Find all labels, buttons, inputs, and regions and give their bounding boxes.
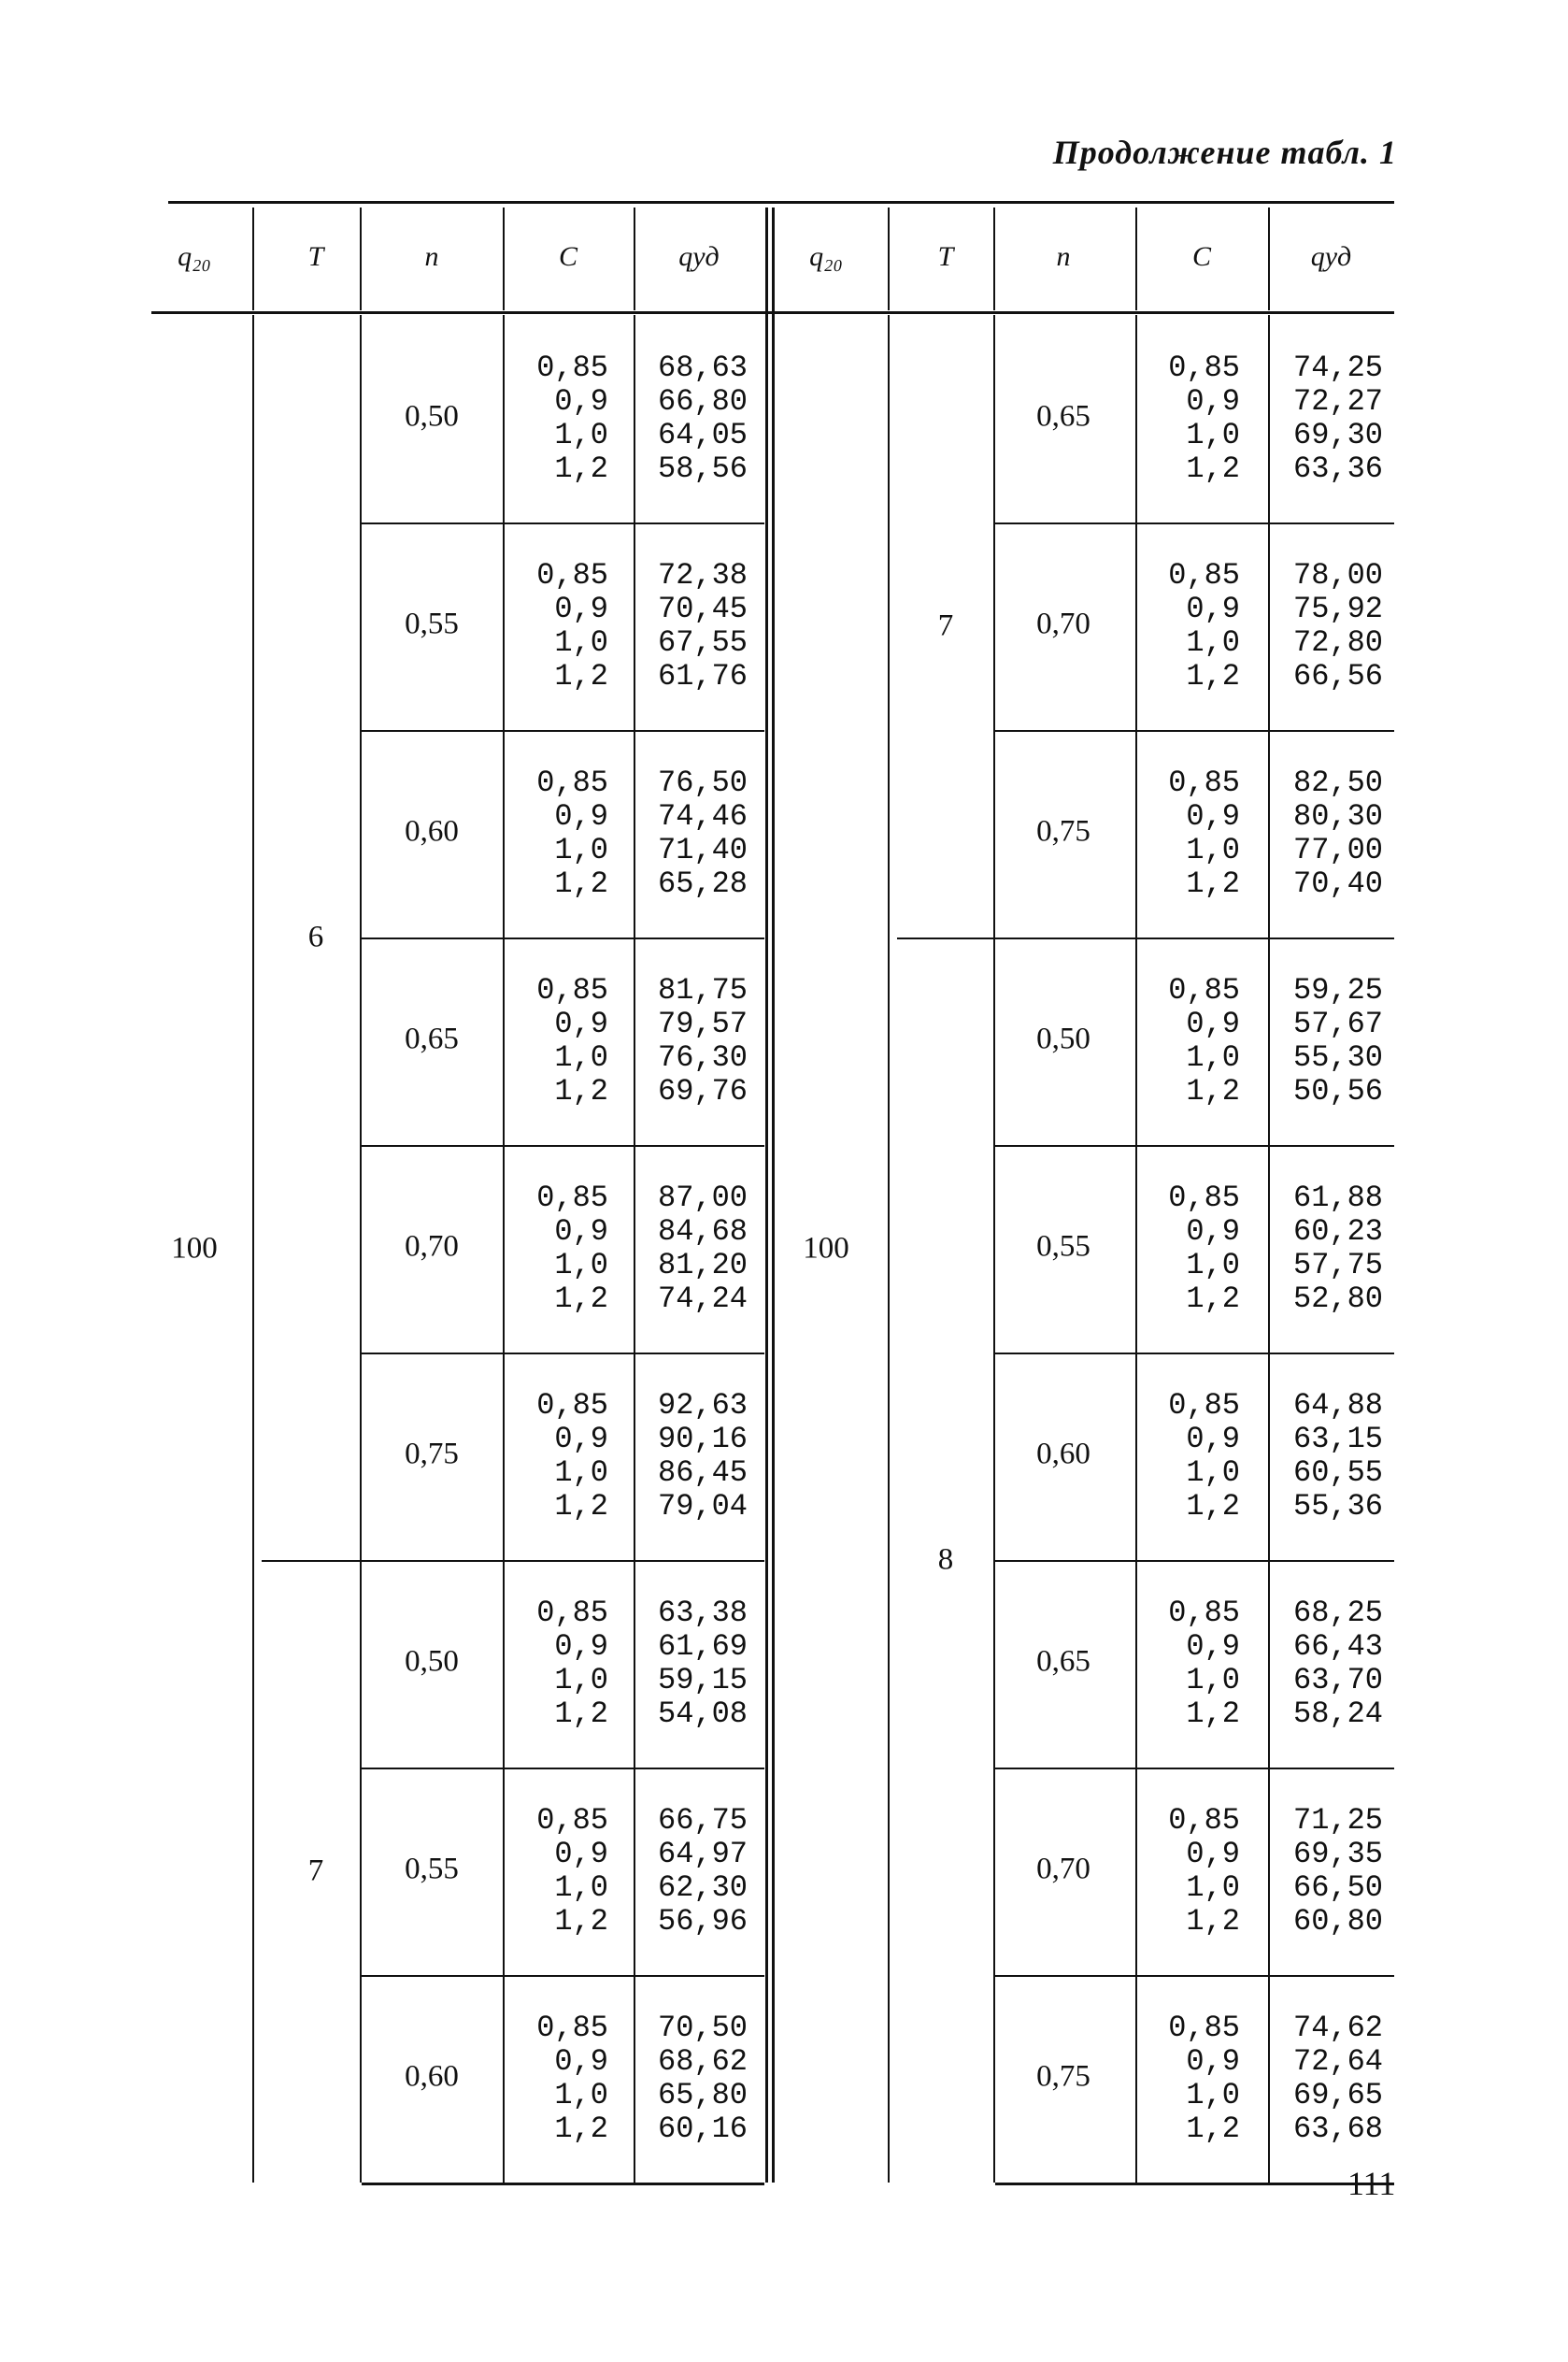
qud-column — [1233, 1804, 1383, 1939]
qud-column-value: 57,67 — [1292, 1007, 1383, 1041]
c-column — [1090, 766, 1240, 901]
block-rule — [995, 1560, 1394, 1562]
center-divider — [772, 208, 775, 2183]
qud-column-value: 90,16 — [657, 1422, 748, 1456]
c-column-value: 0,85 — [1168, 2011, 1240, 2045]
c-column-value: 1,2 — [1186, 866, 1240, 901]
c-column-value: 1,2 — [554, 866, 608, 901]
qud-column-value: 61,88 — [1292, 1181, 1383, 1215]
c-column-value: 1,2 — [1186, 1489, 1240, 1524]
qud-column-value: 61,76 — [657, 659, 748, 694]
block-rule — [362, 730, 764, 732]
qud-column — [1233, 351, 1383, 486]
block-rule — [362, 523, 764, 524]
qud-column-value: 72,80 — [1292, 625, 1383, 660]
c-column-value: 1,0 — [554, 418, 608, 452]
c-column — [1090, 559, 1240, 694]
qud-column-value: 79,57 — [657, 1007, 748, 1041]
c-column-value: 0,9 — [1186, 1422, 1240, 1456]
T-value-right: 7 — [937, 608, 954, 643]
header-divider — [252, 208, 254, 310]
qud-column-value: 55,30 — [1292, 1040, 1383, 1075]
qud-column-value: 56,96 — [657, 1904, 748, 1939]
qud-column-value: 58,56 — [657, 451, 748, 486]
qud-column-value: 61,69 — [657, 1629, 748, 1664]
n-value-left: 0,60 — [405, 814, 459, 849]
c-column-value: 0,9 — [554, 384, 608, 419]
block-rule — [995, 1145, 1394, 1147]
c-column — [1090, 974, 1240, 1109]
header-divider — [503, 208, 505, 310]
qud-column-value: 63,70 — [1292, 1663, 1383, 1697]
block-rule — [995, 523, 1394, 524]
c-column — [459, 351, 608, 486]
n-value-right: 0,50 — [1036, 1022, 1090, 1056]
group-rule — [262, 1560, 764, 1562]
qud-column-value: 52,80 — [1292, 1281, 1383, 1316]
c-column-value: 0,9 — [1186, 1007, 1240, 1041]
bottom-rule — [362, 2183, 764, 2185]
c-column-value: 1,2 — [554, 1074, 608, 1109]
col-divider — [360, 315, 362, 2183]
qud-column — [1233, 1181, 1383, 1316]
c-column-value: 1,0 — [1186, 1248, 1240, 1282]
c-column-value: 1,0 — [554, 833, 608, 867]
c-column-value: 0,85 — [1168, 973, 1240, 1008]
n-value-right: 0,75 — [1036, 2059, 1090, 2094]
c-column-value: 0,85 — [1168, 1596, 1240, 1630]
n-value-left: 0,70 — [405, 1229, 459, 1264]
c-column-value: 0,9 — [554, 1422, 608, 1456]
c-column-value: 0,85 — [536, 1388, 608, 1423]
qud-column-value: 70,45 — [657, 592, 748, 626]
qud-column — [598, 1389, 748, 1524]
n-value-right: 0,70 — [1036, 1852, 1090, 1886]
qud-column-value: 79,04 — [657, 1489, 748, 1524]
n-value-right: 0,65 — [1036, 399, 1090, 434]
c-column-value: 0,85 — [1168, 558, 1240, 593]
block-rule — [995, 730, 1394, 732]
qud-column-value: 70,40 — [1292, 866, 1383, 901]
center-divider — [765, 208, 768, 2183]
c-column-value: 1,0 — [554, 2078, 608, 2112]
q20-value-left: 100 — [171, 1231, 218, 1266]
block-rule — [995, 1768, 1394, 1769]
qud-column-value: 71,25 — [1292, 1803, 1383, 1838]
header-t-left: T — [307, 241, 324, 272]
n-value-left: 0,65 — [405, 1022, 459, 1056]
qud-column-value: 72,64 — [1292, 2044, 1383, 2079]
c-column-value: 1,2 — [554, 659, 608, 694]
qud-column-value: 66,80 — [657, 384, 748, 419]
qud-column-value: 71,40 — [657, 833, 748, 867]
c-column-value: 0,9 — [1186, 799, 1240, 834]
qud-column-value: 67,55 — [657, 625, 748, 660]
c-column-value: 1,2 — [1186, 1074, 1240, 1109]
qud-column — [598, 2011, 748, 2146]
c-column-value: 1,2 — [554, 1281, 608, 1316]
table-caption: Продолжение табл. 1 — [1052, 134, 1397, 171]
q20-value-right: 100 — [803, 1231, 849, 1266]
c-column-value: 1,0 — [554, 625, 608, 660]
header-divider — [1135, 208, 1137, 310]
qud-column-value: 69,35 — [1292, 1837, 1383, 1871]
T-value-left: 6 — [307, 920, 324, 954]
c-column-value: 1,2 — [1186, 2111, 1240, 2146]
c-column-value: 0,85 — [536, 1803, 608, 1838]
c-column-value: 1,0 — [1186, 418, 1240, 452]
header-t-right: T — [937, 241, 954, 272]
c-column — [459, 766, 608, 901]
qud-column-value: 80,30 — [1292, 799, 1383, 834]
qud-column-value: 70,50 — [657, 2011, 748, 2045]
n-value-right: 0,60 — [1036, 1437, 1090, 1471]
c-column-value: 1,0 — [1186, 625, 1240, 660]
qud-column-value: 63,38 — [657, 1596, 748, 1630]
qud-column-value: 78,00 — [1292, 558, 1383, 593]
c-column-value: 1,0 — [1186, 1040, 1240, 1075]
qud-column-value: 63,68 — [1292, 2111, 1383, 2146]
qud-column — [1233, 2011, 1383, 2146]
c-column-value: 0,85 — [536, 1596, 608, 1630]
qud-column-value: 68,63 — [657, 351, 748, 385]
header-divider — [360, 208, 362, 310]
qud-column-value: 76,50 — [657, 766, 748, 800]
qud-column-value: 84,68 — [657, 1214, 748, 1249]
qud-column — [1233, 766, 1383, 901]
qud-column-value: 74,24 — [657, 1281, 748, 1316]
qud-column — [598, 351, 748, 486]
T-value-left: 7 — [307, 1854, 324, 1888]
qud-column-value: 66,75 — [657, 1803, 748, 1838]
c-column-value: 1,2 — [1186, 451, 1240, 486]
qud-column-value: 60,23 — [1292, 1214, 1383, 1249]
qud-column-value: 63,36 — [1292, 451, 1383, 486]
qud-column-value: 60,80 — [1292, 1904, 1383, 1939]
qud-column-value: 92,63 — [657, 1388, 748, 1423]
c-column — [1090, 1596, 1240, 1731]
c-column — [459, 974, 608, 1109]
n-value-left: 0,55 — [405, 1852, 459, 1886]
qud-column-value: 81,20 — [657, 1248, 748, 1282]
c-column-value: 1,0 — [554, 1040, 608, 1075]
qud-column — [598, 559, 748, 694]
c-column — [459, 559, 608, 694]
n-value-left: 0,55 — [405, 607, 459, 641]
qud-column-value: 60,16 — [657, 2111, 748, 2146]
qud-column-value: 66,43 — [1292, 1629, 1383, 1664]
c-column-value: 1,2 — [554, 1489, 608, 1524]
qud-column — [598, 1804, 748, 1939]
qud-column-value: 62,30 — [657, 1870, 748, 1905]
block-rule — [362, 1768, 764, 1769]
qud-column-value: 64,88 — [1292, 1388, 1383, 1423]
qud-column-value: 54,08 — [657, 1696, 748, 1731]
c-column-value: 1,2 — [554, 1904, 608, 1939]
c-column-value: 1,2 — [554, 2111, 608, 2146]
bottom-rule — [995, 2183, 1394, 2185]
qud-column — [1233, 559, 1383, 694]
n-value-left: 0,60 — [405, 2059, 459, 2094]
c-column-value: 0,9 — [1186, 1629, 1240, 1664]
c-column-value: 1,0 — [1186, 1455, 1240, 1490]
n-value-right: 0,70 — [1036, 607, 1090, 641]
c-column-value: 0,9 — [554, 1837, 608, 1871]
header-divider — [993, 208, 995, 310]
n-value-right: 0,75 — [1036, 814, 1090, 849]
qud-column — [598, 766, 748, 901]
c-column-value: 1,0 — [1186, 833, 1240, 867]
col-divider — [888, 315, 890, 2183]
c-column-value: 0,85 — [536, 973, 608, 1008]
c-column — [459, 1596, 608, 1731]
header-divider — [1268, 208, 1270, 310]
c-column-value: 1,0 — [554, 1248, 608, 1282]
block-rule — [362, 1145, 764, 1147]
n-value-right: 0,65 — [1036, 1644, 1090, 1679]
col-divider — [252, 315, 254, 2183]
n-value-right: 0,55 — [1036, 1229, 1090, 1264]
qud-column — [1233, 974, 1383, 1109]
qud-column-value: 64,97 — [657, 1837, 748, 1871]
qud-column-value: 82,50 — [1292, 766, 1383, 800]
c-column-value: 0,85 — [536, 351, 608, 385]
c-column-value: 1,2 — [554, 1696, 608, 1731]
qud-column-value: 50,56 — [1292, 1074, 1383, 1109]
group-rule — [897, 938, 1394, 939]
header-n-right: n — [1056, 241, 1071, 272]
c-column-value: 1,0 — [1186, 1663, 1240, 1697]
header-qud-right: qуд — [1310, 241, 1352, 272]
c-column-value: 0,85 — [536, 558, 608, 593]
c-column-value: 1,2 — [1186, 1696, 1240, 1731]
qud-column-value: 66,50 — [1292, 1870, 1383, 1905]
header-qud-left: qуд — [678, 241, 720, 272]
c-column-value: 0,9 — [1186, 592, 1240, 626]
header-c-right: C — [1191, 241, 1212, 272]
qud-column-value: 57,75 — [1292, 1248, 1383, 1282]
c-column — [459, 2011, 608, 2146]
qud-column — [598, 1596, 748, 1731]
header-n-left: n — [424, 241, 439, 272]
c-column-value: 1,2 — [1186, 1281, 1240, 1316]
c-column-value: 0,9 — [1186, 384, 1240, 419]
qud-column-value: 64,05 — [657, 418, 748, 452]
header-c-left: C — [558, 241, 578, 272]
c-column — [459, 1181, 608, 1316]
c-column-value: 0,85 — [1168, 1388, 1240, 1423]
page-number: 111 — [1347, 2165, 1396, 2202]
qud-column-value: 87,00 — [657, 1181, 748, 1215]
n-value-left: 0,50 — [405, 399, 459, 434]
c-column-value: 0,85 — [1168, 1803, 1240, 1838]
n-value-left: 0,75 — [405, 1437, 459, 1471]
c-column-value: 1,0 — [554, 1870, 608, 1905]
c-column — [1090, 1804, 1240, 1939]
c-column-value: 1,0 — [554, 1663, 608, 1697]
qud-column — [598, 1181, 748, 1316]
qud-column-value: 65,28 — [657, 866, 748, 901]
header-q20-left: q₂₀ — [178, 241, 211, 272]
c-column-value: 0,85 — [1168, 351, 1240, 385]
header-q20-right: q₂₀ — [809, 241, 843, 272]
qud-column — [1233, 1389, 1383, 1524]
c-column-value: 0,9 — [1186, 1214, 1240, 1249]
c-column-value: 0,9 — [1186, 1837, 1240, 1871]
c-column-value: 1,2 — [1186, 659, 1240, 694]
qud-column-value: 69,30 — [1292, 418, 1383, 452]
qud-column-value: 77,00 — [1292, 833, 1383, 867]
qud-column-value: 86,45 — [657, 1455, 748, 1490]
qud-column-value: 74,62 — [1292, 2011, 1383, 2045]
qud-column-value: 72,38 — [657, 558, 748, 593]
header-divider — [634, 208, 635, 310]
c-column — [459, 1804, 608, 1939]
c-column-value: 0,9 — [554, 1007, 608, 1041]
block-rule — [362, 1975, 764, 1977]
c-column — [1090, 351, 1240, 486]
c-column-value: 1,2 — [554, 451, 608, 486]
qud-column-value: 74,25 — [1292, 351, 1383, 385]
qud-column-value: 68,62 — [657, 2044, 748, 2079]
qud-column-value: 69,65 — [1292, 2078, 1383, 2112]
qud-column-value: 59,15 — [657, 1663, 748, 1697]
qud-column-value: 69,76 — [657, 1074, 748, 1109]
qud-column-value: 66,56 — [1292, 659, 1383, 694]
qud-column-value: 68,25 — [1292, 1596, 1383, 1630]
qud-column — [1233, 1596, 1383, 1731]
qud-column-value: 72,27 — [1292, 384, 1383, 419]
c-column — [1090, 1389, 1240, 1524]
c-column-value: 0,9 — [1186, 2044, 1240, 2079]
qud-column-value: 65,80 — [657, 2078, 748, 2112]
qud-column-value: 59,25 — [1292, 973, 1383, 1008]
c-column-value: 0,85 — [1168, 766, 1240, 800]
c-column-value: 0,9 — [554, 799, 608, 834]
header-divider — [888, 208, 890, 310]
c-column — [1090, 2011, 1240, 2146]
c-column-value: 0,9 — [554, 592, 608, 626]
qud-column-value: 76,30 — [657, 1040, 748, 1075]
c-column-value: 1,2 — [1186, 1904, 1240, 1939]
qud-column-value: 63,15 — [1292, 1422, 1383, 1456]
qud-column-value: 60,55 — [1292, 1455, 1383, 1490]
c-column-value: 0,85 — [536, 2011, 608, 2045]
col-divider — [993, 315, 995, 2183]
qud-column-value: 55,36 — [1292, 1489, 1383, 1524]
qud-column-value: 81,75 — [657, 973, 748, 1008]
c-column — [1090, 1181, 1240, 1316]
n-value-left: 0,50 — [405, 1644, 459, 1679]
c-column-value: 0,85 — [1168, 1181, 1240, 1215]
block-rule — [995, 1975, 1394, 1977]
block-rule — [995, 1353, 1394, 1354]
c-column — [459, 1389, 608, 1524]
qud-column — [598, 974, 748, 1109]
c-column-value: 1,0 — [1186, 2078, 1240, 2112]
c-column-value: 0,85 — [536, 1181, 608, 1215]
c-column-value: 0,9 — [554, 1629, 608, 1664]
qud-column-value: 58,24 — [1292, 1696, 1383, 1731]
block-rule — [362, 1353, 764, 1354]
qud-column-value: 74,46 — [657, 799, 748, 834]
c-column-value: 0,9 — [554, 2044, 608, 2079]
c-column-value: 1,0 — [1186, 1870, 1240, 1905]
top-rule — [168, 201, 1394, 204]
c-column-value: 1,0 — [554, 1455, 608, 1490]
c-column-value: 0,85 — [536, 766, 608, 800]
T-value-right: 8 — [937, 1542, 954, 1577]
block-rule — [362, 938, 764, 939]
qud-column-value: 75,92 — [1292, 592, 1383, 626]
c-column-value: 0,9 — [554, 1214, 608, 1249]
